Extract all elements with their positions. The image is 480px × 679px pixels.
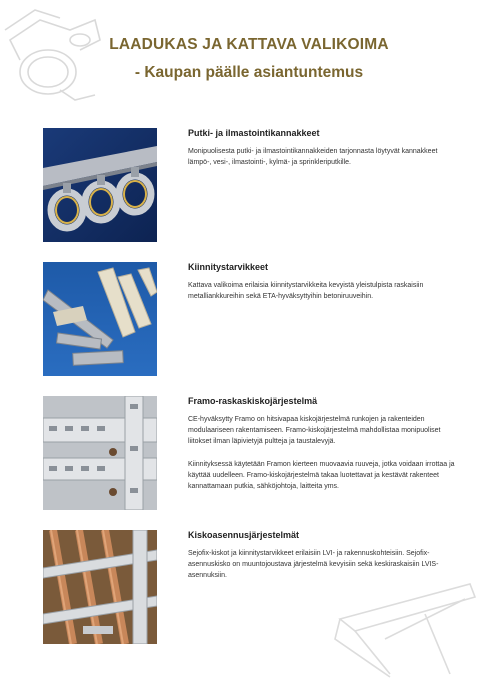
rail-installation-photo (43, 530, 157, 644)
section-heading: Kiskoasennusjärjestelmät (188, 530, 300, 540)
pipe-clamp-drawing-icon (0, 0, 110, 110)
anchors-plugs-photo (43, 262, 157, 376)
section-heading: Framo-raskaskiskojärjestelmä (188, 396, 318, 406)
section-text: CE-hyväksytty Framo on hitsivapaa kiskojärjestelmä runkojen ja rakenteiden modulaariseen rakentamiseen. Framo-kiskojärjestelmä mahdollistaa monipuoliset liitokset ilman läpivietyjä pultteja ja taustalevyjä. (188, 416, 441, 446)
section-text: Sejofix-kiskot ja kiinnitystarvikkeet erilaisiin LVI- ja rakennuskohteisiin. Sejofix-asennuskisko on muuntojoustava järjestelmä kevyisiin sekä keskiraskaisiin LVIS-asennuksiin. (188, 550, 439, 580)
page-title: LAADUKAS JA KATTAVA VALIKOIMA (109, 36, 389, 53)
bracket-drawing-icon (330, 579, 480, 679)
section-heading: Putki- ja ilmastointikannakkeet (188, 128, 320, 138)
page-subtitle: - Kaupan päälle asiantuntemus (134, 64, 364, 81)
pipe-clamp-photo (43, 128, 157, 242)
framo-rail-photo (43, 396, 157, 510)
section-text: Kattava valikoima erilaisia kiinnitystarvikkeita kevyistä yleistulpista raskaisiin metalliankkureihin sekä ETA-hyväksyttyihin betoniruuveihin. (188, 282, 424, 301)
section-text: Monipuolisesta putki- ja ilmastointikannakkeiden tarjonnasta löytyvät kannakkeet lämpö-, vesi-, ilmastointi-, kylmä- ja sprinkleriputkille. (188, 148, 438, 167)
section-text: Kiinnityksessä käytetään Framon kierteen muovaavia ruuveja, jotka voidaan irrottaa ja käyttää uudelleen. Framo-kiskojärjestelmä takaa luotettavat ja kestävät rakenteet kannattamaan putkia, sähköjohtoja, laitteita yms. (188, 461, 455, 491)
section-heading: Kiinnitystarvikkeet (188, 262, 269, 272)
